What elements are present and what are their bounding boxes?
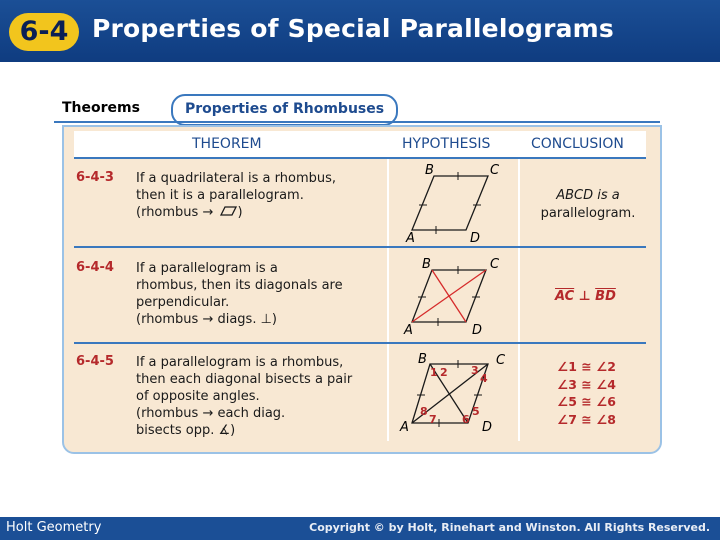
vertex-label: C <box>496 353 506 368</box>
perpendicular-symbol: ⊥ <box>578 289 591 304</box>
column-divider <box>387 131 389 441</box>
statement-line: If a parallelogram is a <box>136 261 278 276</box>
vertex-label: A <box>406 231 415 244</box>
conclusion-line: ABCD is a <box>556 188 620 203</box>
angle-number: 5 <box>472 405 480 418</box>
box-title: Properties of Rhombuses <box>171 94 398 126</box>
segment-ac: $\overline{AC}$ <box>555 289 575 304</box>
angle-statement: ∠3 ≅ ∠4 <box>557 376 616 392</box>
row-rule <box>74 246 646 248</box>
column-header-hypothesis: HYPOTHESIS <box>402 136 491 152</box>
angle-number: 1 <box>430 366 438 379</box>
vertex-label: D <box>472 323 483 336</box>
angle-number: 7 <box>429 413 437 426</box>
vertex-label: C <box>490 163 500 178</box>
vertex-label: C <box>490 257 500 272</box>
statement-line: If a quadrilateral is a rhombus, <box>136 171 337 186</box>
row-rule <box>74 157 646 159</box>
statement-line: (rhombus → diags. ⊥) <box>136 312 277 327</box>
statement-line: perpendicular. <box>136 295 230 310</box>
vertex-label: B <box>418 352 427 367</box>
vertex-label: B <box>422 257 431 272</box>
theorem-statement <box>136 354 376 439</box>
perpendicular-conclusion <box>555 289 616 304</box>
angle-number: 2 <box>440 366 448 379</box>
statement-text: (rhombus → <box>136 205 214 220</box>
theorem-number: 6-4-4 <box>76 260 114 275</box>
title-bar <box>0 0 720 62</box>
column-header-theorem: THEOREM <box>192 136 262 152</box>
statement-line: bisects opp. ∡) <box>136 423 236 438</box>
column-header-conclusion: CONCLUSION <box>531 136 624 152</box>
theorem-number: 6-4-3 <box>76 170 114 185</box>
angle-statement: ∠7 ≅ ∠8 <box>557 411 616 427</box>
statement-line: rhombus, then its diagonals are <box>136 278 343 293</box>
rhombus-figure-6-4-3 <box>392 160 516 244</box>
copyright-notice: Copyright © by Holt, Rinehart and Winston. All Rights Reserved. <box>309 521 710 534</box>
segment-bd: $\overline{BD}$ <box>595 289 616 304</box>
lesson-number-badge: 6-4 <box>9 13 79 51</box>
page-title: Properties of Special Parallelograms <box>92 14 614 43</box>
rhombus-figure-6-4-5 <box>392 347 516 437</box>
angle-number: 6 <box>462 413 470 426</box>
theorem-statement <box>136 260 376 328</box>
footer-bar <box>0 517 720 540</box>
column-divider <box>518 131 520 441</box>
vertex-label: A <box>400 420 409 435</box>
statement-line: If a parallelogram is a rhombus, <box>136 355 344 370</box>
conclusion-text <box>533 187 643 223</box>
statement-line: then it is a parallelogram. <box>136 188 304 203</box>
parallelogram-symbol-icon <box>217 206 237 216</box>
angle-congruence-list <box>557 358 616 428</box>
statement-line <box>136 204 376 221</box>
angle-number: 8 <box>420 405 428 418</box>
rhombus-figure-6-4-4 <box>392 252 516 336</box>
statement-tail: ) <box>237 205 243 220</box>
table-header <box>74 131 646 157</box>
vertex-label: D <box>470 231 481 244</box>
angle-number: 4 <box>480 372 488 385</box>
statement-line: then each diagonal bisects a pair <box>136 372 353 387</box>
vertex-label: D <box>482 420 493 435</box>
title-rule <box>54 121 660 123</box>
row-rule <box>74 342 646 344</box>
angle-statement: ∠1 ≅ ∠2 <box>557 359 616 374</box>
angle-number: 3 <box>471 364 479 377</box>
angle-statement: ∠5 ≅ ∠6 <box>557 394 616 409</box>
theorem-number: 6-4-5 <box>76 354 114 369</box>
statement-line: (rhombus → each diag. <box>136 406 286 421</box>
statement-line: of opposite angles. <box>136 389 260 404</box>
vertex-label: B <box>425 163 434 178</box>
theorem-tabbar <box>54 93 660 123</box>
theorems-label: Theorems <box>54 93 174 123</box>
course-name: Holt Geometry <box>6 520 102 535</box>
vertex-label: A <box>404 323 413 336</box>
conclusion-line: parallelogram. <box>540 206 636 221</box>
theorem-statement <box>136 170 376 221</box>
